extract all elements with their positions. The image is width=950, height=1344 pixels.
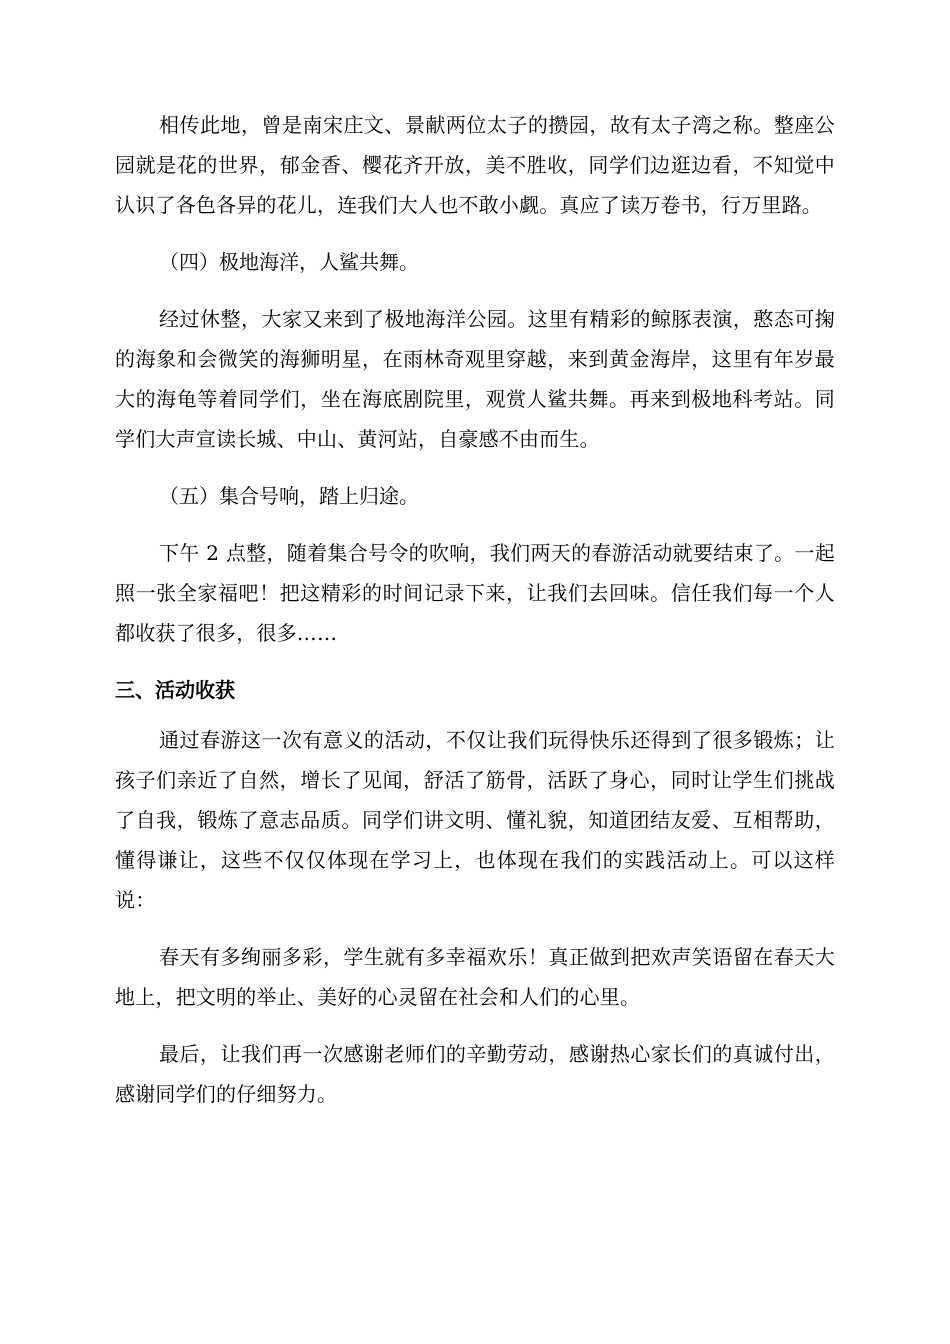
paragraph-polar-ocean-park: 经过休整，大家又来到了极地海洋公园。这里有精彩的鲸豚表演，憨态可掬的海象和会微笑的海狮明星，在雨林奇观里穿越，来到黄金海岸，这里有年岁最大的海龟等着同学们，坐在海底剧院里，观赏人鲨共舞。再来到极地科考站。同学们大声宣读长城、中山、黄河站，自豪感不由而生。: [115, 307, 835, 451]
document-page: [115, 105, 835, 1131]
paragraph-thanks: 最后，让我们再一次感谢老师们的辛勤劳动，感谢热心家长们的真诚付出，感谢同学们的仔细努力。: [115, 1042, 835, 1106]
paragraph-taiziwan: 相传此地，曾是南宋庄文、景献两位太子的攒园，故有太子湾之称。整座公园就是花的世界，郁金香、樱花齐开放，美不胜收，同学们边逛边看，不知觉中认识了各色各异的花儿，连我们大人也不敢小觑。真应了读万卷书，行万里路。: [115, 113, 835, 217]
paragraph-spring-joy: 春天有多绚丽多彩，学生就有多幸福欢乐！真正做到把欢声笑语留在春天大地上，把文明的举止、美好的心灵留在社会和人们的心里。: [115, 945, 835, 1009]
paragraph-return-trip: 下午 2 点整，随着集合号令的吹响，我们两天的春游活动就要结束了。一起照一张全家福吧！把这精彩的时间记录下来，让我们去回味。信任我们每一个人都收获了很多，很多……: [115, 541, 835, 645]
subheading-return-trip: （五）集合号响，踏上归途。: [159, 484, 419, 508]
section-title-activity-gains: 三、活动收获: [115, 678, 235, 702]
paragraph-activity-gains: 通过春游这一次有意义的活动，不仅让我们玩得快乐还得到了很多锻炼；让孩子们亲近了自然，增长了见闻，舒活了筋骨，活跃了身心，同时让学生们挑战了自我，锻炼了意志品质。同学们讲文明、懂礼貌，知道团结友爱、互相帮助，懂得谦让，这些不仅仅体现在学习上，也体现在我们的实践活动上。可以这样说：: [115, 728, 835, 912]
subheading-polar-ocean: （四）极地海洋，人鲨共舞。: [159, 250, 419, 274]
